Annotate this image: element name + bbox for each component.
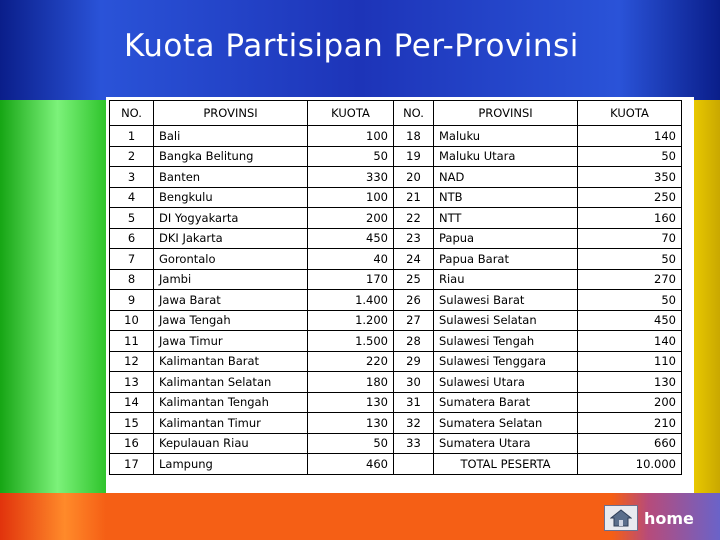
row-kuota: 330 (308, 167, 394, 188)
row-no: 1 (110, 126, 154, 147)
row-kuota: 450 (308, 228, 394, 249)
row-provinsi: Kalimantan Timur (154, 413, 308, 434)
row-provinsi: Banten (154, 167, 308, 188)
row-kuota: 40 (308, 249, 394, 270)
row-kuota: 50 (308, 146, 394, 167)
row-no: 28 (394, 331, 434, 352)
row-provinsi: Jawa Timur (154, 331, 308, 352)
table-row (110, 187, 682, 208)
row-no: 29 (394, 351, 434, 372)
row-no: 5 (110, 208, 154, 229)
table-row (110, 372, 682, 393)
row-kuota: 50 (578, 146, 682, 167)
row-kuota: 450 (578, 310, 682, 331)
row-kuota: 1.500 (308, 331, 394, 352)
row-provinsi: DKI Jakarta (154, 228, 308, 249)
row-kuota: 50 (578, 249, 682, 270)
table-row (110, 146, 682, 167)
row-no: 15 (110, 413, 154, 434)
table-panel (106, 97, 694, 493)
row-kuota: 100 (308, 187, 394, 208)
row-no: 20 (394, 167, 434, 188)
home-link[interactable] (604, 505, 694, 531)
row-provinsi: Jawa Tengah (154, 310, 308, 331)
row-kuota: 140 (578, 331, 682, 352)
table-row (110, 413, 682, 434)
row-provinsi: Kalimantan Barat (154, 351, 308, 372)
row-provinsi: TOTAL PESERTA (434, 454, 578, 475)
row-kuota: 1.200 (308, 310, 394, 331)
table-row (110, 331, 682, 352)
row-provinsi: Jawa Barat (154, 290, 308, 311)
row-kuota: 140 (578, 126, 682, 147)
table-row (110, 167, 682, 188)
table-row (110, 208, 682, 229)
table-row (110, 249, 682, 270)
table-row (110, 269, 682, 290)
row-no: 24 (394, 249, 434, 270)
table-row (110, 290, 682, 311)
home-icon[interactable] (604, 505, 638, 531)
table-row (110, 351, 682, 372)
row-no: 32 (394, 413, 434, 434)
row-provinsi: Kalimantan Tengah (154, 392, 308, 413)
row-provinsi: Sumatera Utara (434, 433, 578, 454)
row-no: 27 (394, 310, 434, 331)
row-no: 16 (110, 433, 154, 454)
table-header-row (110, 101, 682, 126)
table-row (110, 228, 682, 249)
table-row (110, 392, 682, 413)
row-provinsi: Maluku (434, 126, 578, 147)
row-no: 13 (110, 372, 154, 393)
row-kuota: 180 (308, 372, 394, 393)
row-provinsi: Jambi (154, 269, 308, 290)
header-kuota: KUOTA (308, 101, 394, 126)
row-no: 4 (110, 187, 154, 208)
row-no: 25 (394, 269, 434, 290)
home-label[interactable]: home (644, 508, 694, 528)
quota-table (109, 100, 682, 475)
row-kuota: 50 (308, 433, 394, 454)
row-no: 6 (110, 228, 154, 249)
row-no: 9 (110, 290, 154, 311)
table-row (110, 454, 682, 475)
row-no: 14 (110, 392, 154, 413)
row-no: 17 (110, 454, 154, 475)
row-kuota: 200 (308, 208, 394, 229)
row-no: 3 (110, 167, 154, 188)
row-provinsi: NTT (434, 208, 578, 229)
header-no: NO. (110, 101, 154, 126)
header-no: NO. (394, 101, 434, 126)
row-provinsi: Sulawesi Utara (434, 372, 578, 393)
row-no: 7 (110, 249, 154, 270)
row-kuota: 130 (308, 392, 394, 413)
header-provinsi: PROVINSI (154, 101, 308, 126)
row-provinsi: Kepulauan Riau (154, 433, 308, 454)
row-no: 8 (110, 269, 154, 290)
row-provinsi: Bengkulu (154, 187, 308, 208)
row-provinsi: Sumatera Selatan (434, 413, 578, 434)
row-kuota: 220 (308, 351, 394, 372)
row-provinsi: Sulawesi Tengah (434, 331, 578, 352)
table-row (110, 310, 682, 331)
row-provinsi: Sumatera Barat (434, 392, 578, 413)
row-kuota: 200 (578, 392, 682, 413)
row-no: 19 (394, 146, 434, 167)
row-no: 21 (394, 187, 434, 208)
row-kuota: 70 (578, 228, 682, 249)
header-provinsi: PROVINSI (434, 101, 578, 126)
row-kuota: 50 (578, 290, 682, 311)
row-kuota: 130 (308, 413, 394, 434)
row-kuota: 460 (308, 454, 394, 475)
row-no: 22 (394, 208, 434, 229)
row-no: 26 (394, 290, 434, 311)
row-no: 23 (394, 228, 434, 249)
row-provinsi: Maluku Utara (434, 146, 578, 167)
row-provinsi: Bangka Belitung (154, 146, 308, 167)
row-provinsi: NTB (434, 187, 578, 208)
row-provinsi: Papua (434, 228, 578, 249)
row-provinsi: Lampung (154, 454, 308, 475)
row-provinsi: Sulawesi Selatan (434, 310, 578, 331)
row-no: 31 (394, 392, 434, 413)
row-provinsi: Sulawesi Barat (434, 290, 578, 311)
row-kuota: 660 (578, 433, 682, 454)
row-kuota: 100 (308, 126, 394, 147)
row-kuota: 130 (578, 372, 682, 393)
row-no: 11 (110, 331, 154, 352)
row-kuota: 270 (578, 269, 682, 290)
header-kuota: KUOTA (578, 101, 682, 126)
row-kuota: 170 (308, 269, 394, 290)
row-provinsi: Bali (154, 126, 308, 147)
row-kuota: 250 (578, 187, 682, 208)
row-no: 12 (110, 351, 154, 372)
slide-title: Kuota Partisipan Per-Provinsi (124, 28, 579, 64)
row-provinsi: NAD (434, 167, 578, 188)
row-provinsi: DI Yogyakarta (154, 208, 308, 229)
row-kuota: 160 (578, 208, 682, 229)
row-kuota: 210 (578, 413, 682, 434)
row-provinsi: Riau (434, 269, 578, 290)
row-provinsi: Sulawesi Tenggara (434, 351, 578, 372)
row-provinsi: Gorontalo (154, 249, 308, 270)
row-no (394, 454, 434, 475)
row-no: 33 (394, 433, 434, 454)
table-row (110, 126, 682, 147)
row-no: 30 (394, 372, 434, 393)
row-kuota: 110 (578, 351, 682, 372)
row-provinsi: Papua Barat (434, 249, 578, 270)
row-provinsi: Kalimantan Selatan (154, 372, 308, 393)
row-no: 10 (110, 310, 154, 331)
row-kuota: 10.000 (578, 454, 682, 475)
row-kuota: 350 (578, 167, 682, 188)
row-no: 18 (394, 126, 434, 147)
table-row (110, 433, 682, 454)
row-kuota: 1.400 (308, 290, 394, 311)
row-no: 2 (110, 146, 154, 167)
